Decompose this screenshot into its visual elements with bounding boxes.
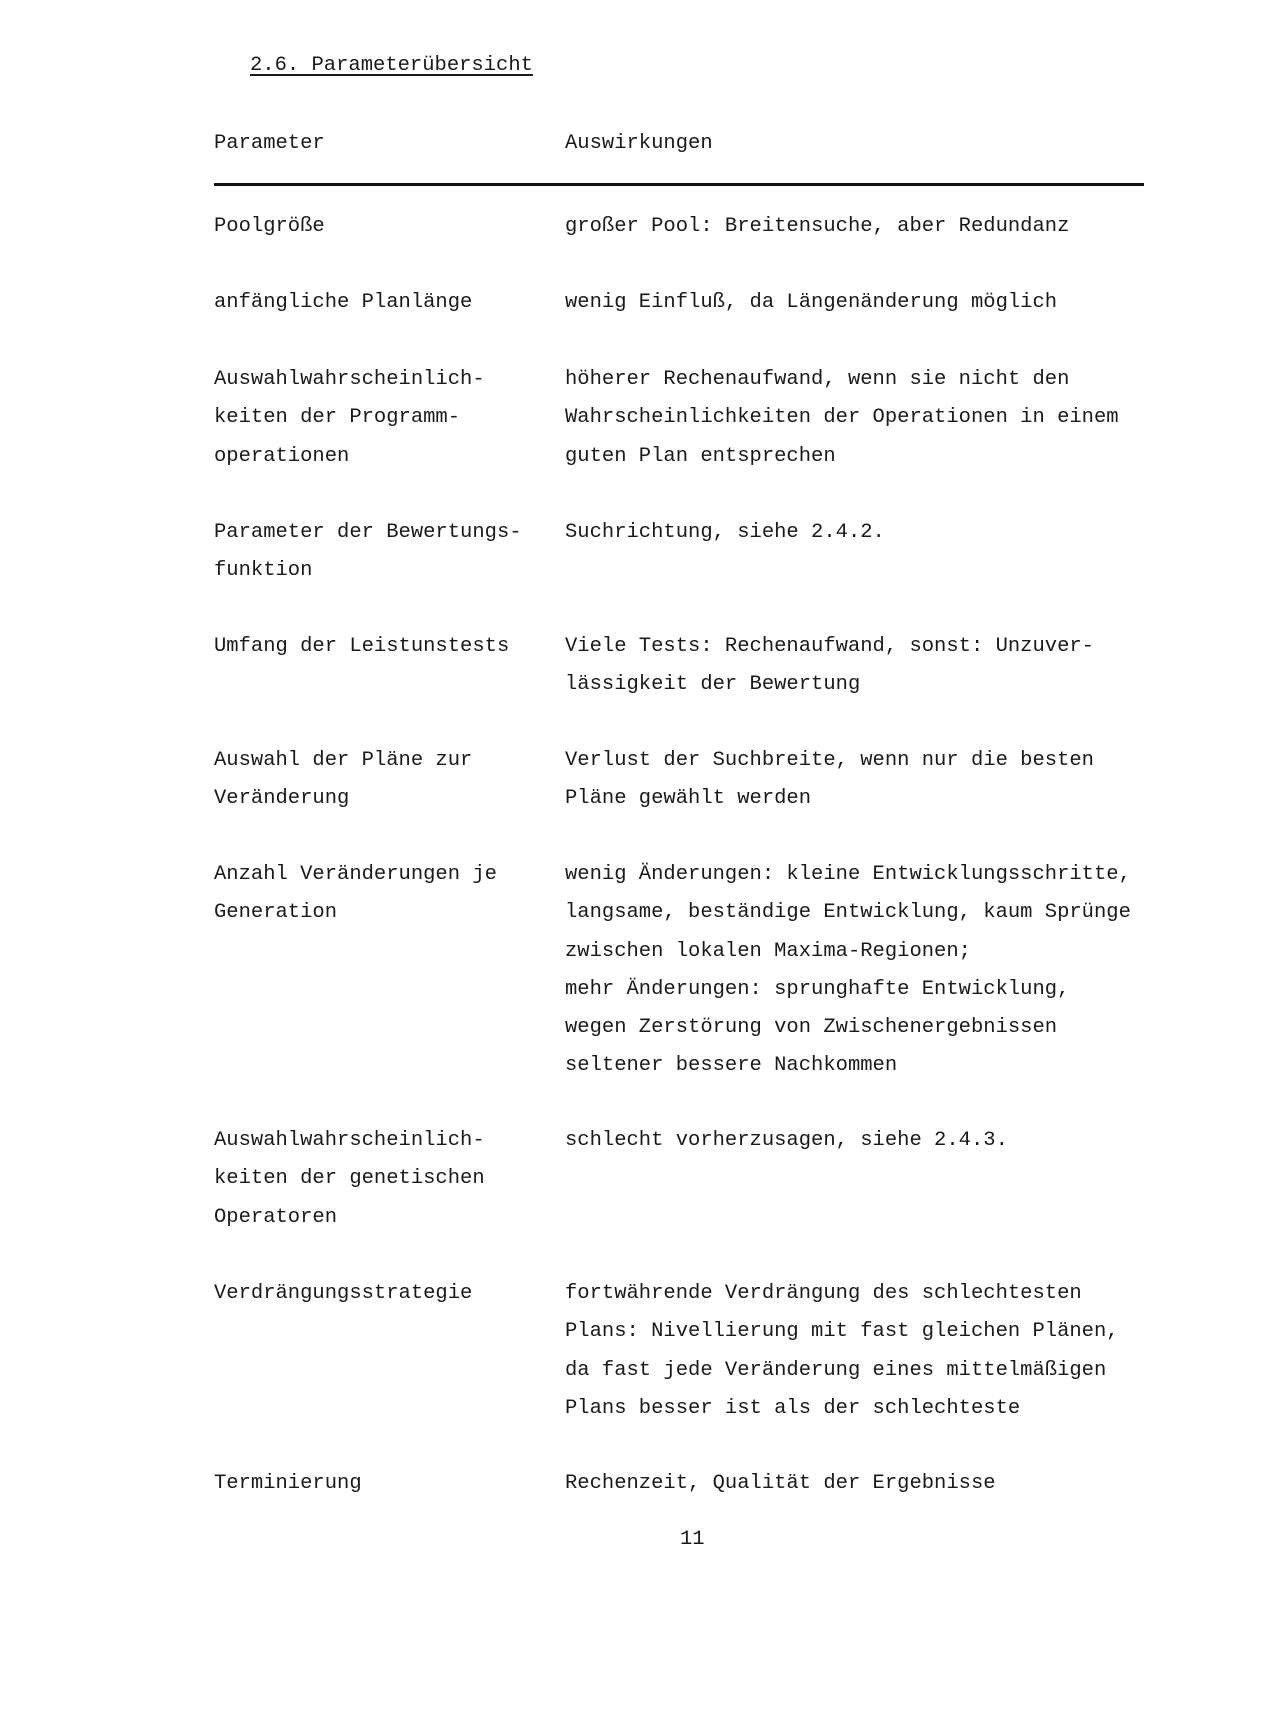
effect-line: Plans: Nivellierung mit fast gleichen Plänen,: [565, 1320, 1119, 1344]
effect-line: wenig Einfluß, da Längenänderung möglich: [565, 291, 1058, 314]
effect-line: schlecht vorherzusagen, siehe 2.4.3.: [565, 1129, 1008, 1152]
parameter-cell: [214, 856, 497, 933]
parameter-line: Auswahl der Pläne zur: [214, 749, 473, 772]
effect-cell: [565, 514, 885, 552]
effect-line: höherer Rechenaufwand, wenn sie nicht den: [565, 368, 1070, 391]
effect-line: da fast jede Veränderung eines mittelmäßigen: [565, 1358, 1107, 1382]
effect-line: langsame, beständige Entwicklung, kaum Sprünge: [565, 901, 1131, 925]
header-rule: [214, 183, 1144, 186]
parameter-line: Umfang der Leistunstests: [214, 635, 510, 658]
parameter-cell: [214, 628, 509, 666]
effect-line: wegen Zerstörung von Zwischenergebnissen: [565, 1016, 1058, 1040]
parameter-line: Verdrängungsstrategie: [214, 1282, 473, 1305]
effect-line: guten Plan entsprechen: [565, 444, 836, 468]
header-parameter: Parameter: [214, 132, 325, 155]
effect-line: fortwährende Verdrängung des schlechtesten: [565, 1282, 1082, 1305]
effect-line: Rechenzeit, Qualität der Ergebnisse: [565, 1472, 996, 1495]
parameter-cell: [214, 284, 472, 322]
parameter-cell: [214, 1122, 485, 1237]
effect-cell: [565, 361, 1119, 476]
effect-line: seltener bessere Nachkommen: [565, 1054, 898, 1078]
parameter-line: Auswahlwahrscheinlich-: [214, 368, 485, 391]
effect-cell: [565, 208, 1069, 246]
parameter-line: Veränderung: [214, 787, 350, 811]
effect-line: Wahrscheinlichkeiten der Operationen in einem: [565, 406, 1119, 430]
parameter-line: Terminierung: [214, 1472, 362, 1495]
effect-line: großer Pool: Breitensuche, aber Redundanz: [565, 215, 1070, 238]
parameter-line: Poolgröße: [214, 215, 325, 238]
parameter-line: Parameter der Bewertungs-: [214, 521, 522, 544]
effect-line: Suchrichtung, siehe 2.4.2.: [565, 521, 885, 544]
parameter-line: keiten der genetischen: [214, 1167, 485, 1191]
effect-line: Pläne gewählt werden: [565, 787, 812, 811]
effect-cell: [565, 628, 1094, 705]
section-title: 2.6. Parameterübersicht: [250, 54, 533, 77]
parameter-line: operationen: [214, 444, 350, 468]
effect-line: lässigkeit der Bewertung: [565, 673, 861, 697]
parameter-cell: [214, 1465, 362, 1503]
parameter-line: anfängliche Planlänge: [214, 291, 473, 314]
parameter-line: Operatoren: [214, 1205, 338, 1229]
effect-cell: [565, 742, 1094, 819]
effect-cell: [565, 1275, 1119, 1428]
parameter-cell: [214, 208, 325, 246]
parameter-cell: [214, 361, 485, 476]
parameter-line: Auswahlwahrscheinlich-: [214, 1129, 485, 1152]
effect-line: Plans besser ist als der schlechteste: [565, 1396, 1021, 1420]
effect-cell: [565, 1465, 996, 1503]
parameter-line: Anzahl Veränderungen je: [214, 863, 497, 886]
effect-line: Verlust der Suchbreite, wenn nur die besten: [565, 749, 1094, 772]
parameter-line: keiten der Programm-: [214, 406, 461, 430]
parameter-line: funktion: [214, 559, 313, 583]
effect-line: Viele Tests: Rechenaufwand, sonst: Unzuver-: [565, 635, 1094, 658]
parameter-cell: [214, 742, 472, 819]
parameter-line: Generation: [214, 901, 338, 925]
page-number: 11: [680, 1528, 705, 1551]
effect-line: zwischen lokalen Maxima-Regionen;: [565, 939, 971, 963]
effect-cell: [565, 856, 1131, 1086]
parameter-cell: [214, 1275, 472, 1313]
effect-cell: [565, 1122, 1008, 1160]
parameter-cell: [214, 514, 522, 591]
effect-cell: [565, 284, 1057, 322]
effect-line: wenig Änderungen: kleine Entwicklungsschritte,: [565, 863, 1131, 886]
header-effects: Auswirkungen: [565, 132, 713, 155]
effect-line: mehr Änderungen: sprunghafte Entwicklung,: [565, 977, 1070, 1001]
